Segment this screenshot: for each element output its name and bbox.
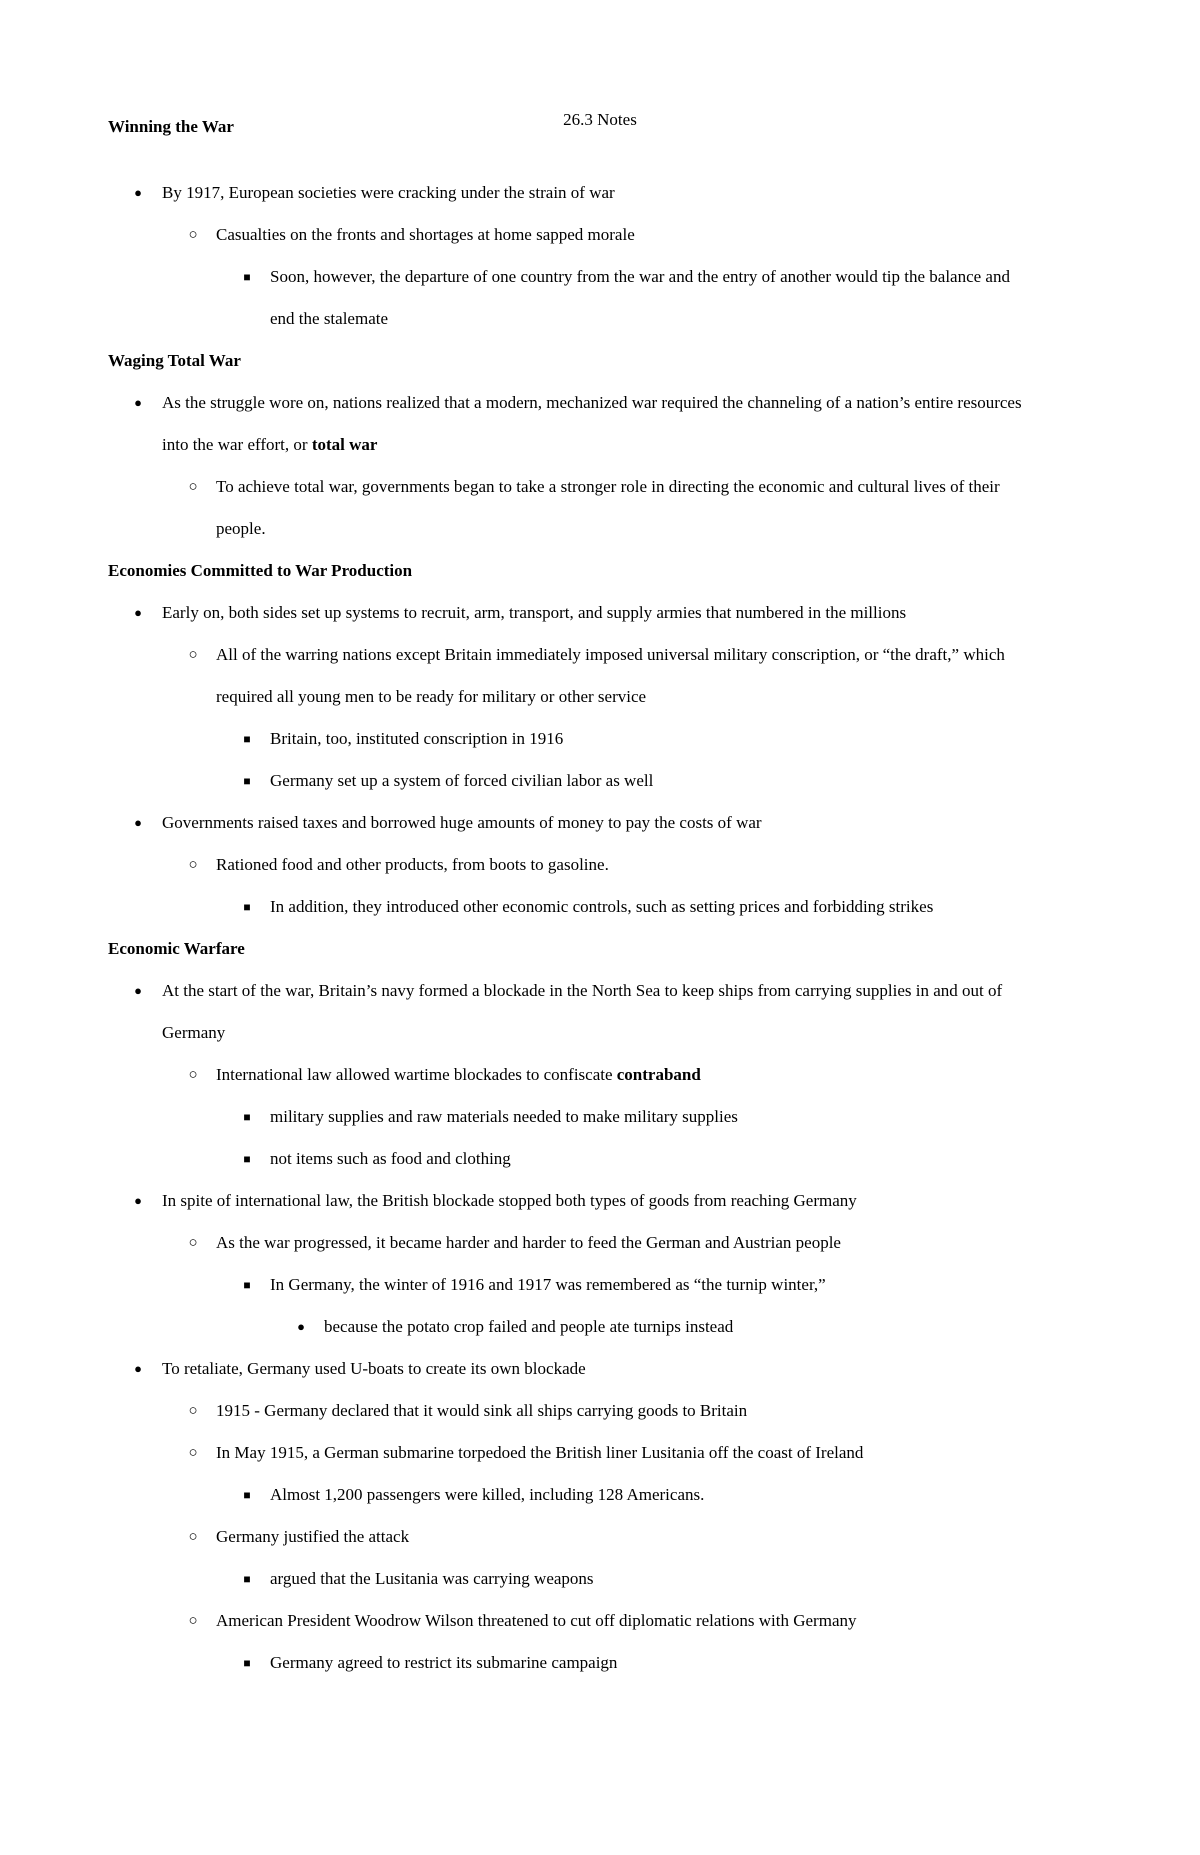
text-run: military supplies and raw materials needed to make military supplies xyxy=(270,1107,738,1126)
text-run: people. xyxy=(216,519,266,538)
list-item xyxy=(270,771,653,791)
text-run: In May 1915, a German submarine torpedoed the British liner Lusitania off the coast of Ireland xyxy=(216,1443,864,1462)
list-item xyxy=(324,1317,733,1337)
text-run: American President Woodrow Wilson threatened to cut off diplomatic relations with Germany xyxy=(216,1611,857,1630)
filled-square-bullet-icon: ■ xyxy=(243,270,251,284)
text-run: into the war effort, or xyxy=(162,435,312,454)
list-item xyxy=(216,1611,857,1631)
list-item xyxy=(270,1653,617,1673)
list-item-continuation xyxy=(216,519,266,539)
hollow-circle-bullet-icon: ○ xyxy=(188,227,198,243)
text-run: required all young men to be ready for military or other service xyxy=(216,687,647,706)
list-item-continuation xyxy=(162,435,377,455)
filled-square-bullet-icon: ■ xyxy=(243,1488,251,1502)
text-run: As the war progressed, it became harder and harder to feed the German and Austrian people xyxy=(216,1233,841,1252)
filled-square-bullet-icon: ■ xyxy=(243,900,251,914)
list-item xyxy=(216,645,1005,665)
list-item-continuation xyxy=(162,1023,225,1043)
text-run: Germany agreed to restrict its submarine campaign xyxy=(270,1653,618,1672)
filled-square-bullet-icon: ■ xyxy=(243,774,251,788)
list-item xyxy=(216,855,609,875)
hollow-circle-bullet-icon: ○ xyxy=(188,1445,198,1461)
filled-square-bullet-icon: ■ xyxy=(243,1110,251,1124)
section-heading: Waging Total War xyxy=(108,351,241,370)
text-run: In spite of international law, the British blockade stopped both types of goods from reaching Germany xyxy=(162,1191,857,1210)
text-run: As the struggle wore on, nations realized that a modern, mechanized war required the channeling of a nation’s entire resources xyxy=(162,393,1022,412)
list-item xyxy=(216,1233,841,1253)
hollow-circle-bullet-icon: ○ xyxy=(188,479,198,495)
text-run: Germany justified the attack xyxy=(216,1527,410,1546)
text-run: Britain, too, instituted conscription in 1916 xyxy=(270,729,564,748)
text-run: Almost 1,200 passengers were killed, including 128 Americans. xyxy=(270,1485,705,1504)
list-item xyxy=(162,603,906,623)
text-run: To retaliate, Germany used U-boats to create its own blockade xyxy=(162,1359,586,1378)
list-item xyxy=(162,1359,586,1379)
list-item xyxy=(270,729,563,749)
list-item-continuation xyxy=(270,309,388,329)
list-item xyxy=(162,813,762,833)
text-run: Early on, both sides set up systems to recruit, arm, transport, and supply armies that numbered in the millions xyxy=(162,603,907,622)
text-run: In Germany, the winter of 1916 and 1917 was remembered as “the turnip winter,” xyxy=(270,1275,826,1294)
hollow-circle-bullet-icon: ○ xyxy=(188,647,198,663)
hollow-circle-bullet-icon: ○ xyxy=(188,1235,198,1251)
text-run: not items such as food and clothing xyxy=(270,1149,511,1168)
text-run: To achieve total war, governments began to take a stronger role in directing the economic and cultural lives of their xyxy=(216,477,1000,496)
text-run: By 1917, European societies were cracking under the strain of war xyxy=(162,183,615,202)
filled-square-bullet-icon: ■ xyxy=(243,1656,251,1670)
filled-circle-bullet-icon: ● xyxy=(134,605,142,620)
text-run: Governments raised taxes and borrowed huge amounts of money to pay the costs of war xyxy=(162,813,762,832)
hollow-circle-bullet-icon: ○ xyxy=(188,1067,198,1083)
list-item xyxy=(216,477,1000,497)
list-item xyxy=(216,1527,409,1547)
text-run: All of the warring nations except Britain immediately imposed universal military conscription, or “the draft,” which xyxy=(216,645,1005,664)
page-title: 26.3 Notes xyxy=(563,110,637,129)
text-run: Rationed food and other products, from boots to gasoline. xyxy=(216,855,609,874)
text-run: end the stalemate xyxy=(270,309,389,328)
filled-circle-bullet-icon: ● xyxy=(134,1193,142,1208)
list-item xyxy=(270,1107,738,1127)
list-item xyxy=(270,267,1010,287)
bold-term: total war xyxy=(311,435,378,454)
list-item xyxy=(216,225,635,245)
text-run: At the start of the war, Britain’s navy formed a blockade in the North Sea to keep ships from carrying supplies in and out of xyxy=(162,981,1003,1000)
text-run: argued that the Lusitania was carrying weapons xyxy=(270,1569,594,1588)
filled-square-bullet-icon: ■ xyxy=(243,1572,251,1586)
filled-square-bullet-icon: ■ xyxy=(243,1278,251,1292)
list-item xyxy=(270,1569,594,1589)
filled-circle-bullet-icon: ● xyxy=(134,395,142,410)
list-item xyxy=(216,1443,863,1463)
text-run: because the potato crop failed and people ate turnips instead xyxy=(324,1317,734,1336)
text-run: Soon, however, the departure of one country from the war and the entry of another would tip the balance and xyxy=(270,267,1010,286)
hollow-circle-bullet-icon: ○ xyxy=(188,1613,198,1629)
list-item xyxy=(216,1065,701,1085)
filled-circle-bullet-icon: ● xyxy=(297,1319,305,1334)
list-item xyxy=(270,897,933,917)
hollow-circle-bullet-icon: ○ xyxy=(188,1529,198,1545)
section-heading: Winning the War xyxy=(108,117,234,136)
list-item xyxy=(216,1401,747,1421)
list-item-continuation xyxy=(216,687,646,707)
text-run: 1915 - Germany declared that it would sink all ships carrying goods to Britain xyxy=(216,1401,748,1420)
section-heading: Economies Committed to War Production xyxy=(108,561,413,580)
hollow-circle-bullet-icon: ○ xyxy=(188,1403,198,1419)
list-item xyxy=(162,981,1002,1001)
text-run: Germany set up a system of forced civilian labor as well xyxy=(270,771,654,790)
list-item xyxy=(270,1149,511,1169)
filled-circle-bullet-icon: ● xyxy=(134,815,142,830)
filled-circle-bullet-icon: ● xyxy=(134,983,142,998)
filled-square-bullet-icon: ■ xyxy=(243,1152,251,1166)
hollow-circle-bullet-icon: ○ xyxy=(188,857,198,873)
filled-square-bullet-icon: ■ xyxy=(243,732,251,746)
list-item xyxy=(162,1191,857,1211)
text-run: In addition, they introduced other economic controls, such as setting prices and forbidding strikes xyxy=(270,897,934,916)
list-item xyxy=(162,183,615,203)
filled-circle-bullet-icon: ● xyxy=(134,1361,142,1376)
section-heading: Economic Warfare xyxy=(108,939,245,958)
text-run: International law allowed wartime blockades to confiscate xyxy=(216,1065,617,1084)
bold-term: contraband xyxy=(616,1065,701,1084)
text-run: Casualties on the fronts and shortages at home sapped morale xyxy=(216,225,635,244)
text-run: Germany xyxy=(162,1023,226,1042)
list-item xyxy=(162,393,1022,413)
filled-circle-bullet-icon: ● xyxy=(134,185,142,200)
list-item xyxy=(270,1275,826,1295)
list-item xyxy=(270,1485,704,1505)
